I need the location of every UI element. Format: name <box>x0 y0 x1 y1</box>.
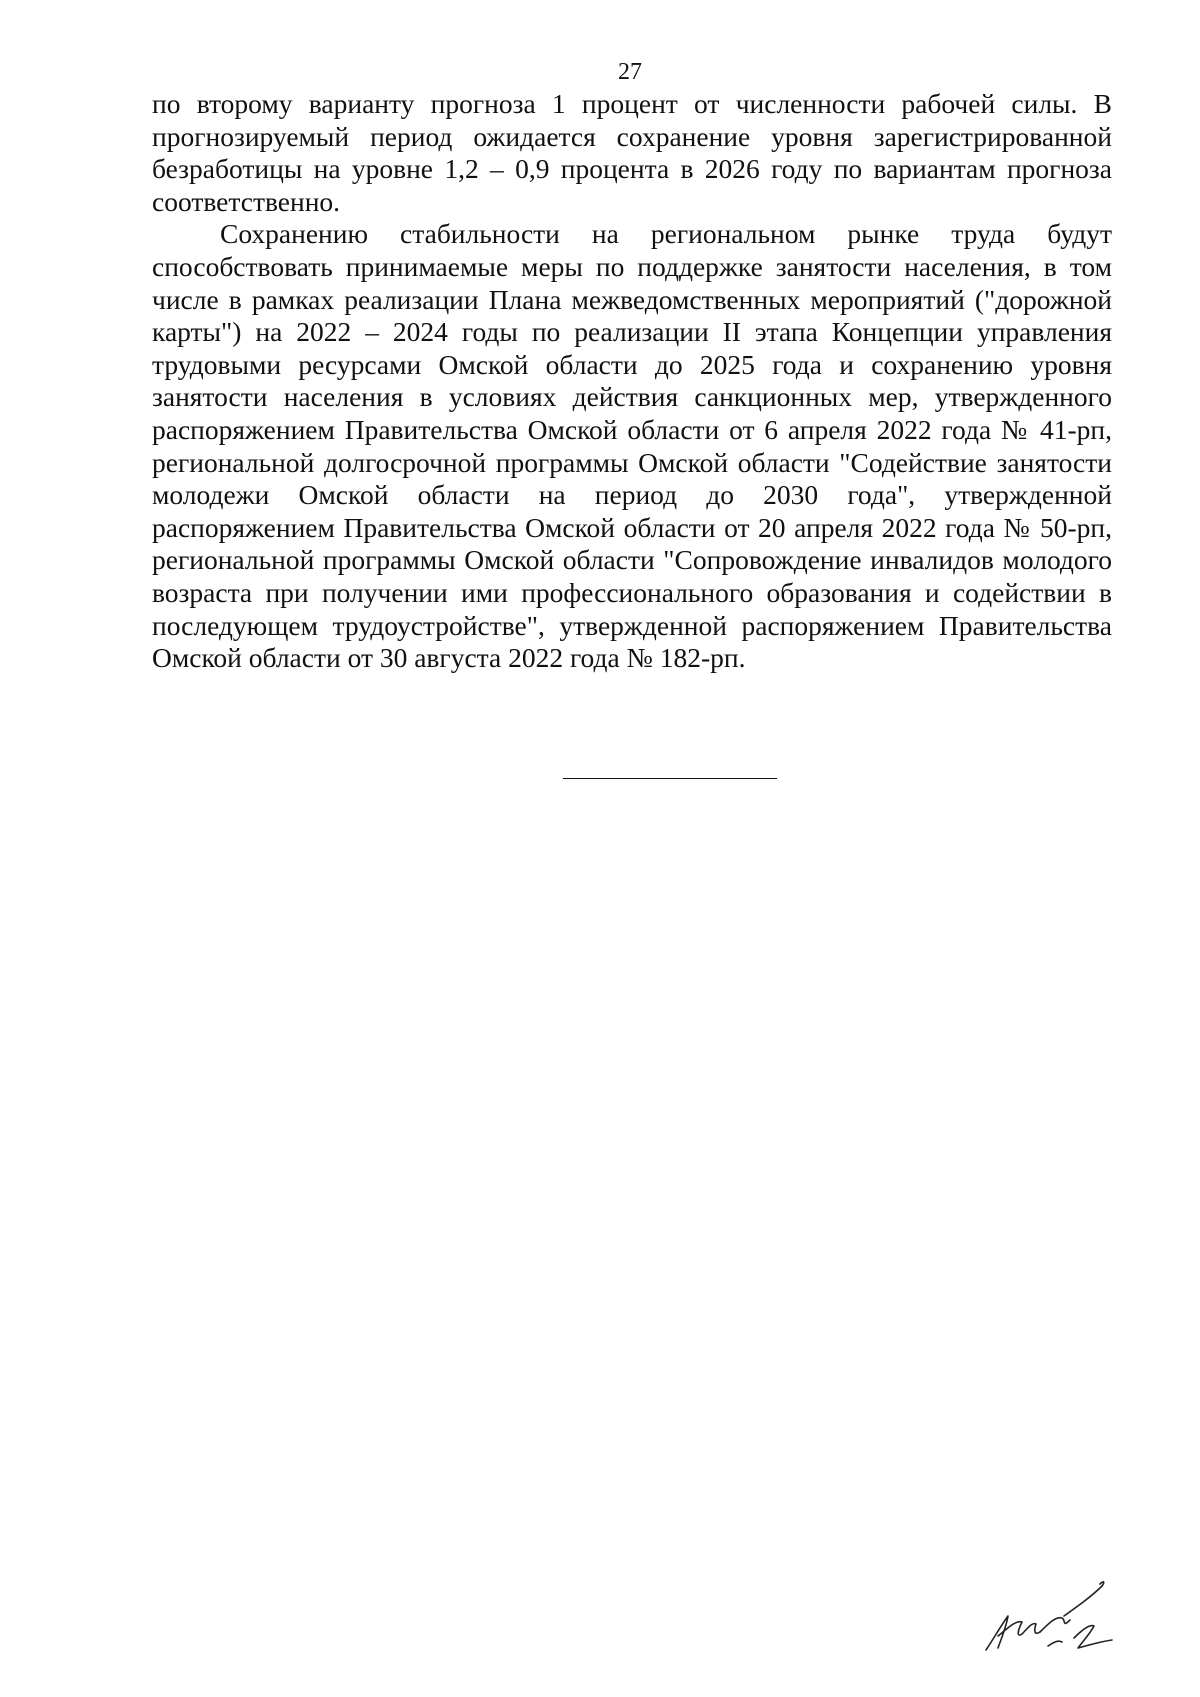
handwritten-signature-icon <box>978 1576 1138 1666</box>
paragraph-labor-market-measures: Сохранению стабильности на региональном рынке труда будут способствовать принимаемые меры по поддержке занятости населения, в том числе в рамках реализации Плана межведомственных мероприятий ("дорожной карты") на 2022 – 2024 годы по реализации II этапа Концепции управления трудовыми ресурсами Омской области до 2025 года и сохранению уровня занятости населения в условиях действия санкционных мер, утвержденного распоряжением Правительства Омской области от 6 апреля 2022 года № 41-рп, региональной долгосрочной программы Омской области "Содействие занятости молодежи Омской области на период до 2030 года", утвержденной распоряжением Правительства Омской области от 20 апреля 2022 года № 50-рп, региональной программы Омской области "Сопровождение инвалидов молодого возраста при получении ими профессионального образования и содействии в последующем трудоустройстве", утвержденной распоряжением Правительства Омской области от 30 августа 2022 года № 182-рп. <box>152 218 1112 674</box>
page-number: 27 <box>618 59 642 85</box>
document-body <box>152 88 1112 675</box>
paragraph-continuation: по второму варианту прогноза 1 процент от численности рабочей силы. В прогнозируемый период ожидается сохранение уровня зарегистрированной безработицы на уровне 1,2 – 0,9 процента в 2026 году по вариантам прогноза соответственно. <box>152 88 1112 217</box>
section-end-divider <box>563 778 777 779</box>
